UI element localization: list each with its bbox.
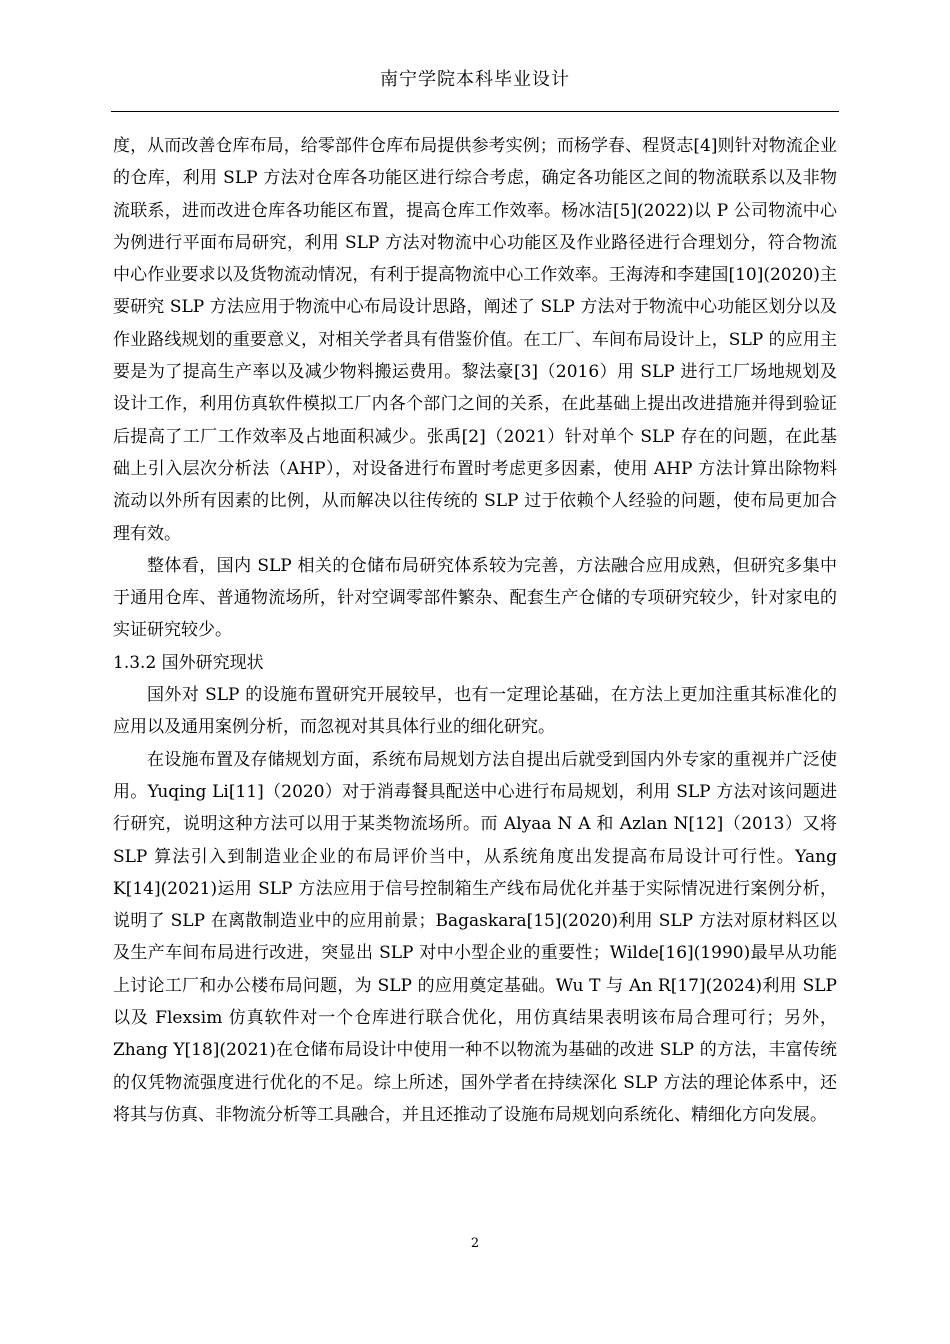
running-header: 南宁学院本科毕业设计	[380, 69, 570, 90]
paragraph-domestic-review: 度，从而改善仓库布局，给零部件仓库布局提供参考实例；而杨学春、程贤志[4]则针对物流企业的仓库，利用 SLP 方法对仓库各功能区进行综合考虑，确定各功能区之间的物流联系以及非物流联系，进而改进仓库各功能区布置，提高仓库工作效率。杨冰洁[5](2022)以 P 公司物流中心为例进行平面布局研究，利用 SLP 方法对物流中心功能区及作业路径进行合理划分，符合物流中心作业要求以及货物流动情况，有利于提高物流中心工作效率。王海涛和李建国[10](2020)主要研究 SLP 方法应用于物流中心布局设计思路，阐述了 SLP 方法对于物流中心功能区划分以及作业路线规划的重要意义，对相关学者具有借鉴价值。在工厂、车间布局设计上，SLP 的应用主要是为了提高生产率以及减少物料搬运费用。黎法豪[3]（2016）用 SLP 进行工厂场地规划及设计工作，利用仿真软件模拟工厂内各个部门之间的关系，在此基础上提出改进措施并得到验证后提高了工厂工作效率及占地面积减少。张禹[2]（2021）针对单个 SLP 存在的问题，在此基础上引入层次分析法（AHP），对设备进行布置时考虑更多因素，使用 AHP 方法计算出除物料流动以外所有因素的比例，从而解决以往传统的 SLP 过于依赖个人经验的问题，使布局更加合理有效。	[113, 136, 837, 544]
page-number: 2	[470, 1236, 480, 1251]
paragraph-foreign-intro: 国外对 SLP 的设施布置研究开展较早，也有一定理论基础，在方法上更加注重其标准化的应用以及通用案例分析，而忽视对其具体行业的细化研究。	[113, 685, 837, 738]
section-heading: 1.3.2 国外研究现状	[113, 652, 264, 673]
paragraph-foreign-review: 在设施布置及存储规划方面，系统布局规划方法自提出后就受到国内外专家的重视并广泛使用。Yuqing Li[11]（2020）对于消毒餐具配送中心进行布局规划，利用 SLP 方法对该问题进行研究，说明这种方法可以用于某类物流场所。而 Alyaa N A 和 Azlan N[12]（2013）又将 SLP 算法引入到制造业企业的布局评价当中，从系统角度出发提高布局设计可行性。Yang K[14](2021)运用 SLP 方法应用于信号控制箱生产线布局优化并基于实际情况进行案例分析，说明了 SLP 在离散制造业中的应用前景；Bagaskara[15](2020)利用 SLP 方法对原材料区以及生产车间布局进行改进，突显出 SLP 对中小型企业的重要性；Wilde[16](1990)最早从功能上讨论工厂和办公楼布局问题，为 SLP 的应用奠定基础。Wu T 与 An R[17](2024)利用 SLP 以及 Flexsim 仿真软件对一个仓库进行联合优化，用仿真结果表明该布局合理可行；另外，Zhang Y[18](2021)在仓储布局设计中使用一种不以物流为基础的改进 SLP 的方法，丰富传统的仅凭物流强度进行优化的不足。综上所述，国外学者在持续深化 SLP 方法的理论体系中，还将其与仿真、非物流分析等工具融合，并且还推动了设施布局规划向系统化、精细化方向发展。	[113, 749, 837, 1125]
body-text	[113, 130, 837, 1131]
header-divider	[111, 111, 839, 112]
paragraph-domestic-summary: 整体看，国内 SLP 相关的仓储布局研究体系较为完善，方法融合应用成熟，但研究多集中于通用仓库、普通物流场所，针对空调零部件繁杂、配套生产仓储的专项研究较少，针对家电的实证研究较少。	[113, 555, 837, 641]
